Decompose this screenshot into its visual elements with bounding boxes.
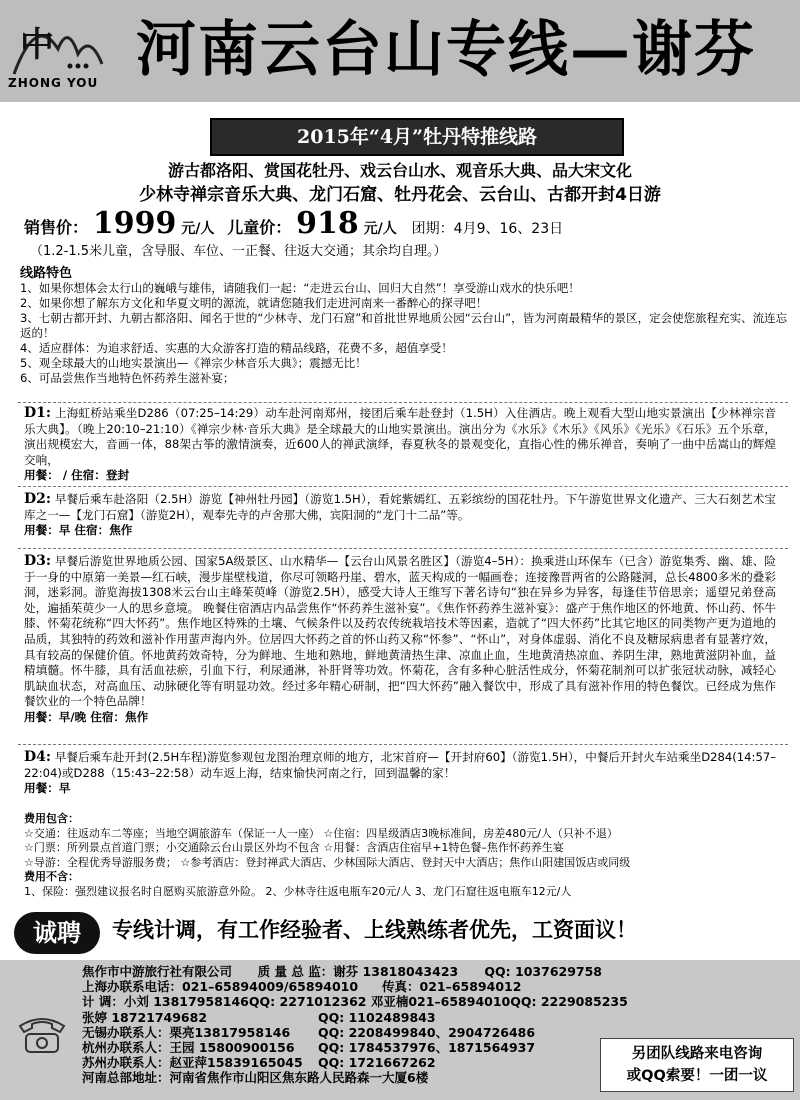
day-description: 上海虹桥站乘坐D286（07:25–14:29）动车赴河南郑州，接团后乘车赴登封（1.5H）入住酒店。晚上观看大型山地实景演出【少林禅宗音乐大典】。（晚上20:10–21:10）《禅宗少林·音乐大典》是全球最大的山地实景演出。演出分为《水乐》《木乐》《风乐》《光乐》《石乐》五个乐章，演出规模宏大，音画一体，88架古筝的激情演奏，近600人的禅武演绎，春夏秋冬的景观变化，直指心性的佛乐禅音，奏响了一曲中岳嵩山的辉煌交响，: [24, 406, 776, 467]
child-price-value: 918: [296, 206, 359, 241]
feature-item: 3、七朝古都开封、九朝古都洛阳、闻名于世的“少林寺、龙门石窟”和首批世界地质公园“云台山”，皆为河南最精华的景区，定会使您旅程充实、流连忘返的！: [20, 311, 788, 340]
day-meal-info: 用餐：早 住宿：焦作: [24, 523, 133, 538]
feature-item: 1、如果你想体会太行山的巍峨与雄伟，请随我们一起：“走进云台山、回归大自然”！享受游山戏水的快乐吧！: [20, 281, 580, 295]
svg-text:中: 中: [20, 25, 54, 65]
contact-row: [82, 1055, 602, 1070]
day-meal-info: 用餐：早: [24, 781, 71, 796]
fees-include-heading: 费用包含：: [24, 812, 79, 825]
contact-cell: 无锡办联系人：栗亮13817958146: [82, 1024, 291, 1040]
divider: [18, 548, 788, 549]
contact-cell: QQ: 2271012362 邓亚楠021–65894010: [248, 994, 511, 1010]
inquiry-box: [600, 1038, 794, 1092]
contact-cell: 传真：021–65894012: [382, 979, 522, 995]
itinerary-day-3: [24, 554, 776, 726]
contact-cell: 苏州办联系人：赵亚萍15839165045: [82, 1055, 303, 1071]
contact-cell: 上海办联系电话：021–65894009/65894010: [82, 979, 359, 995]
contact-row: [82, 1040, 602, 1055]
contact-cell: QQ: 2229085235: [510, 994, 628, 1010]
day-description: 早餐后乘车赴开封(2.5H车程)游览参观包龙图治理京师的地方，北宋首府—【开封府60】（游览1.5H），中餐后开封火车站乘坐D284(14:57–22:04)或D288（15:43–22:58）动车返上海，结束愉快河南之行，回到温馨的家！: [24, 750, 777, 780]
contact-cell: 焦作市中游旅行社有限公司: [82, 964, 233, 979]
contact-cell: 计 调：小刘 13817958146: [82, 994, 249, 1010]
contact-cell: QQ: 1037629758: [484, 964, 602, 979]
page-title: 河南云台山专线—谢芬: [136, 15, 756, 85]
subtitle-highlights: 游古都洛阳、赏国花牡丹、戏云台山水、观音乐大典、品大宋文化: [167, 161, 632, 180]
fee-include-item: ☆交通：往返动车二等座；当地空调旅游车（保证一人一座） ☆住宿：四星级酒店3晚标准间，房差480元/人（只补不退）: [24, 826, 618, 840]
contact-row: [82, 964, 602, 979]
contact-cell: 张婷 18721749682: [82, 1009, 208, 1025]
telephone-icon: [14, 1010, 70, 1056]
fee-exclude-item: 1、保险：强烈建议报名时自愿购买旅游意外险。 2、少林寺往返电瓶车20元/人 3、龙门石窟往返电瓶车12元/人: [24, 884, 572, 898]
divider: [18, 402, 788, 403]
itinerary-day-2: [24, 492, 776, 539]
day-number: D4:: [24, 749, 52, 765]
day-number: D3:: [24, 553, 52, 569]
fee-include-item: ☆导游：全程优秀导游服务费； ☆参考酒店：登封禅武大酒店、少林国际大酒店、登封天中大酒店；焦作山阳建国饭店或同级: [24, 855, 631, 869]
itinerary-day-1: [24, 406, 776, 484]
contact-cell: 质 量 总 监：谢芬 13818043423: [257, 964, 459, 979]
day-meal-info: 用餐： / 住宿：登封: [24, 468, 130, 483]
sale-price-label: 销售价：: [24, 218, 89, 237]
contact-cell: QQ: 1102489843: [318, 1009, 436, 1025]
fee-section: [24, 812, 784, 900]
inquiry-line: 或QQ索要！一团一议: [626, 1068, 768, 1084]
features-heading: 线路特色: [20, 266, 73, 281]
day-number: D1:: [24, 405, 52, 421]
contact-list: [82, 964, 628, 1086]
subtitle-route: 少林寺禅宗音乐大典、龙门石窟、牡丹花会、云台山、古都开封4日游: [139, 185, 661, 205]
contact-row: [82, 994, 628, 1010]
fees-exclude-heading: 费用不含：: [24, 870, 79, 884]
contact-cell: QQ: 1721667262: [318, 1055, 436, 1071]
day-meal-info: 用餐：早/晚 住宿：焦作: [24, 709, 149, 724]
contact-row: [82, 1070, 602, 1085]
contact-row: [82, 1025, 602, 1040]
contact-cell: QQ: 2208499840、2904726486: [318, 1024, 536, 1040]
fee-include-item: ☆门票：所列景点首道门票；小交通除云台山景区外均不包含 ☆用餐：含酒店住宿早+1特色餐–焦作怀药养生宴: [24, 841, 564, 855]
contact-row: [82, 979, 602, 994]
tour-dates: 团期：4月9、16、23日: [411, 221, 564, 237]
price-row: [24, 206, 563, 241]
recruit-text: 专线计调，有工作经验者、上线熟练者优先，工资面议！: [112, 918, 637, 942]
route-features: [20, 266, 790, 386]
feature-item: 5、观全球最大的山地实景演出—《禅宗少林音乐大典》；震撼无比！: [20, 356, 367, 370]
divider: [18, 744, 788, 745]
day-number: D2:: [24, 491, 52, 507]
recruit-badge: 诚聘: [14, 912, 100, 954]
contact-cell: QQ: 1784537976、1871564937: [318, 1040, 536, 1056]
price-note: （1.2-1.5米儿童，含导服、车位、一正餐、往返大交通；其余均自理。）: [30, 244, 447, 259]
sale-price-value: 1999: [92, 206, 177, 241]
itinerary-day-4: [24, 750, 776, 797]
feature-item: 4、适应群体：为追求舒适、实惠的大众游客打造的精品线路，花费不多，超值享受！: [20, 341, 453, 355]
contact-cell: 河南总部地址：河南省焦作市山阳区焦东路人民路森一大厦6楼: [82, 1070, 429, 1086]
contact-cell: 杭州办联系人：王园 15800900156: [82, 1040, 295, 1056]
day-description: 早餐后游览世界地质公园、国家5A级景区、山水精华—【云台山风景名胜区】（游览4–5H）：换乘进山环保车（已含）游览集秀、幽、雄、险于一身的中原第一美景—红石峡，漫步崖壁栈道，你尽可领略丹崖、碧水，蓝天构成的一幅画卷；连接豫晋两省的公路隧洞，总长4800多米的叠彩洞，迷彩洞。游览海拔1308米云台山主峰茱萸峰（游览2.5H），感受大诗人王维写下著名诗句“独在异乡为异客，每逢佳节倍思亲；遥望兄弟登高处，遍插茱萸少一人的思乡意境。 晚餐住宿酒店内品尝焦作“怀药养生滋补宴”。《焦作怀药养生滋补宴》：盛产于焦作地区的怀地黄、怀山药、怀牛膝、怀菊花统称“四大怀药”。焦作地区特殊的土壤、气候条件以及药农传统栽培技术等因素，造就了“四大怀药”比其它地区的同类物产更为道地的品质，其独特的药效和滋补作用蜚声海内外。位居四大怀药之首的怀山药又称“怀参”、“怀山”，对身体虚弱、消化不良及糖尿病患者有显著疗效，具有较高的保健价值。怀地黄药效奇特，分为鲜地、生地和熟地，鲜地黄清热生津、凉血止血，生地黄清热凉血、养阴生津，熟地黄滋阴补血，益精填髓。怀牛膝，具有活血祛瘀，引血下行，利尿通淋，补肝肾等功效。怀菊花，含有多种心脏活性成分，怀菊花制剂可以扩张冠状动脉，减轻心肌缺血状态，对高血压、动脉硬化等有明显功效。经过多年精心研制，把“四大怀药”融入餐饮中，形成了具有滋补作用的特色餐饮。已经成为焦作餐饮业的一个特色品牌！: [24, 554, 777, 709]
sale-price-unit: 元/人: [181, 221, 215, 237]
promo-banner: 2015年“4月”牡丹特推线路: [210, 118, 624, 156]
divider: [18, 486, 788, 487]
inquiry-line: 另团队线路来电咨询: [631, 1046, 763, 1062]
feature-item: 6、可品尝焦作当地特色怀药养生滋补宴；: [20, 371, 235, 385]
feature-item: 2、如果你想了解东方文化和华夏文明的源流，就请您随我们走进河南来一番醉心的探寻吧！: [20, 296, 488, 310]
logo-text: ZHONG YOU: [8, 76, 99, 90]
day-description: 早餐后乘车赴洛阳（2.5H）游览【神州牡丹园】（游览1.5H），看姹紫嫣红、五彩缤纷的国花牡丹。下午游览世界文化遗产、三大石刻艺术宝库之一—【龙门石窟】（游览2H），观奉先寺的卢舍那大佛，宾阳洞的“龙门十二品”等。: [24, 492, 777, 522]
child-price-unit: 元/人: [363, 221, 397, 237]
contact-row: [82, 1010, 602, 1025]
child-price-label: 儿童价：: [227, 218, 292, 237]
